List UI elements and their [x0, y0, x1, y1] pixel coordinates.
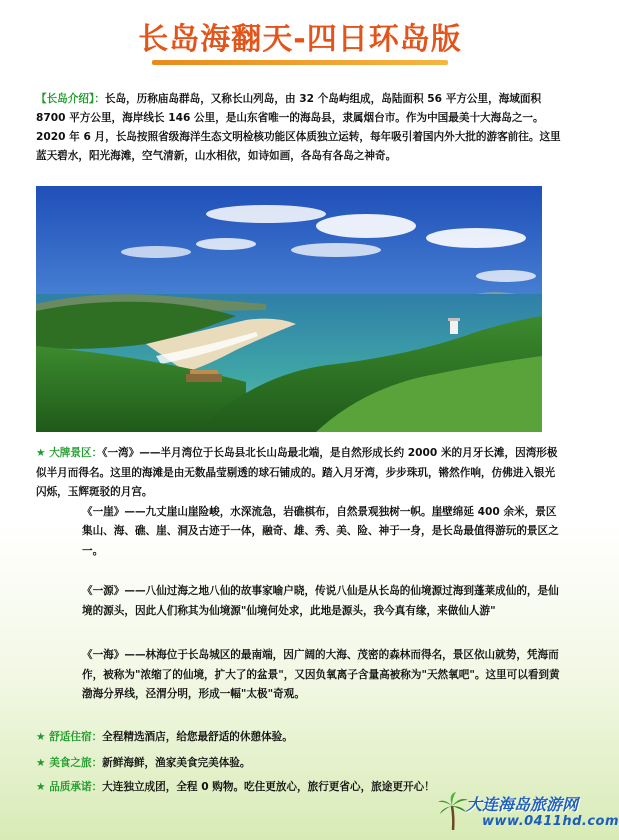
food-row	[36, 754, 564, 774]
site-logo[interactable]	[436, 790, 619, 834]
promise-text: 大连独立成团，全程 0 购物。吃住更放心，旅行更省心，旅途更开心！	[102, 781, 435, 793]
lodging-label: 舒适住宿：	[49, 731, 103, 743]
island-photo	[36, 186, 542, 432]
food-text: 新鲜海鲜，渔家美食完美体验。	[102, 757, 251, 769]
star-icon: ★	[36, 447, 46, 459]
star-icon: ★	[36, 757, 46, 769]
intro-paragraph	[36, 90, 568, 166]
attraction-yiwan	[36, 444, 564, 503]
attractions-section	[36, 444, 564, 561]
intro-text: 长岛，历称庙岛群岛，又称长山列岛，由 32 个岛屿组成，岛陆面积 56 平方公里，海域面积 8700 平方公里，海岸线长 146 公里，是山东省唯一的海岛县，隶属烟台市。作为中国最美十大海岛之一。2020 年 6 月，长岛按照省级海洋生态文明检核功能区体质独立运转，每年吸引着国内外大批的游客前往。这里蓝天碧水，阳光海滩，空气清新，山水相依，如诗如画，各岛有各岛之神奇。	[36, 93, 561, 162]
logo-name: 大连海岛旅游网	[466, 795, 579, 814]
intro-label: 【长岛介绍】：	[36, 93, 105, 105]
star-icon: ★	[36, 731, 46, 743]
attraction-yihai: 《一海》——林海位于长岛城区的最南端，因广阔的大海、茂密的森林而得名，景区依山就势，凭海而作，被称为"浓缩了的仙境，扩大了的盆景"，又因负氧离子含量高被称为"天然氧吧"。这里可以看到黄渤海分界线，泾渭分明，形成一幅"太极"奇观。	[82, 649, 560, 700]
lodging-row	[36, 728, 564, 748]
yiwan-text: 《一湾》——半月湾位于长岛县北长山岛最北端，是自然形成长约 2000 米的月牙长滩，因湾形极似半月而得名。这里的海滩是由无数晶莹剔透的球石铺成的。踏入月牙湾，步步珠玑，锵然作响，仿佛进入银光闪烁，玉辉斑驳的月宫。	[36, 447, 558, 498]
promise-label: 品质承诺：	[49, 781, 103, 793]
attraction-yiyuan: 《一源》——八仙过海之地八仙的故事家喻户晓，传说八仙是从长岛的仙境源过海到蓬莱成仙的，是仙境的源头，因此人们称其为仙境源"仙境何处求，此地是源头，我今真有缘，来做仙人游"	[82, 585, 559, 617]
star-icon: ★	[36, 781, 46, 793]
food-label: 美食之旅：	[49, 757, 103, 769]
page-title: 长岛海翻天-四日环岛版	[138, 22, 462, 57]
palm-tree-icon	[436, 792, 470, 832]
title-underline	[152, 60, 448, 65]
lodging-text: 全程精选酒店，给您最舒适的休憩体验。	[102, 731, 293, 743]
attractions-label: 大牌景区：	[49, 447, 103, 459]
attraction-yiya: 《一崖》——九丈崖山崖险峻，水深流急，岩礁棋布，自然景观独树一帜。崖壁绵延 400 余米，景区集山、海、礁、崖、洞及古迹于一体，融奇、雄、秀、美、险、神于一身，是长岛最值得游玩的景区之一。	[82, 505, 559, 557]
logo-url[interactable]: www.0411hd.com	[482, 814, 619, 829]
